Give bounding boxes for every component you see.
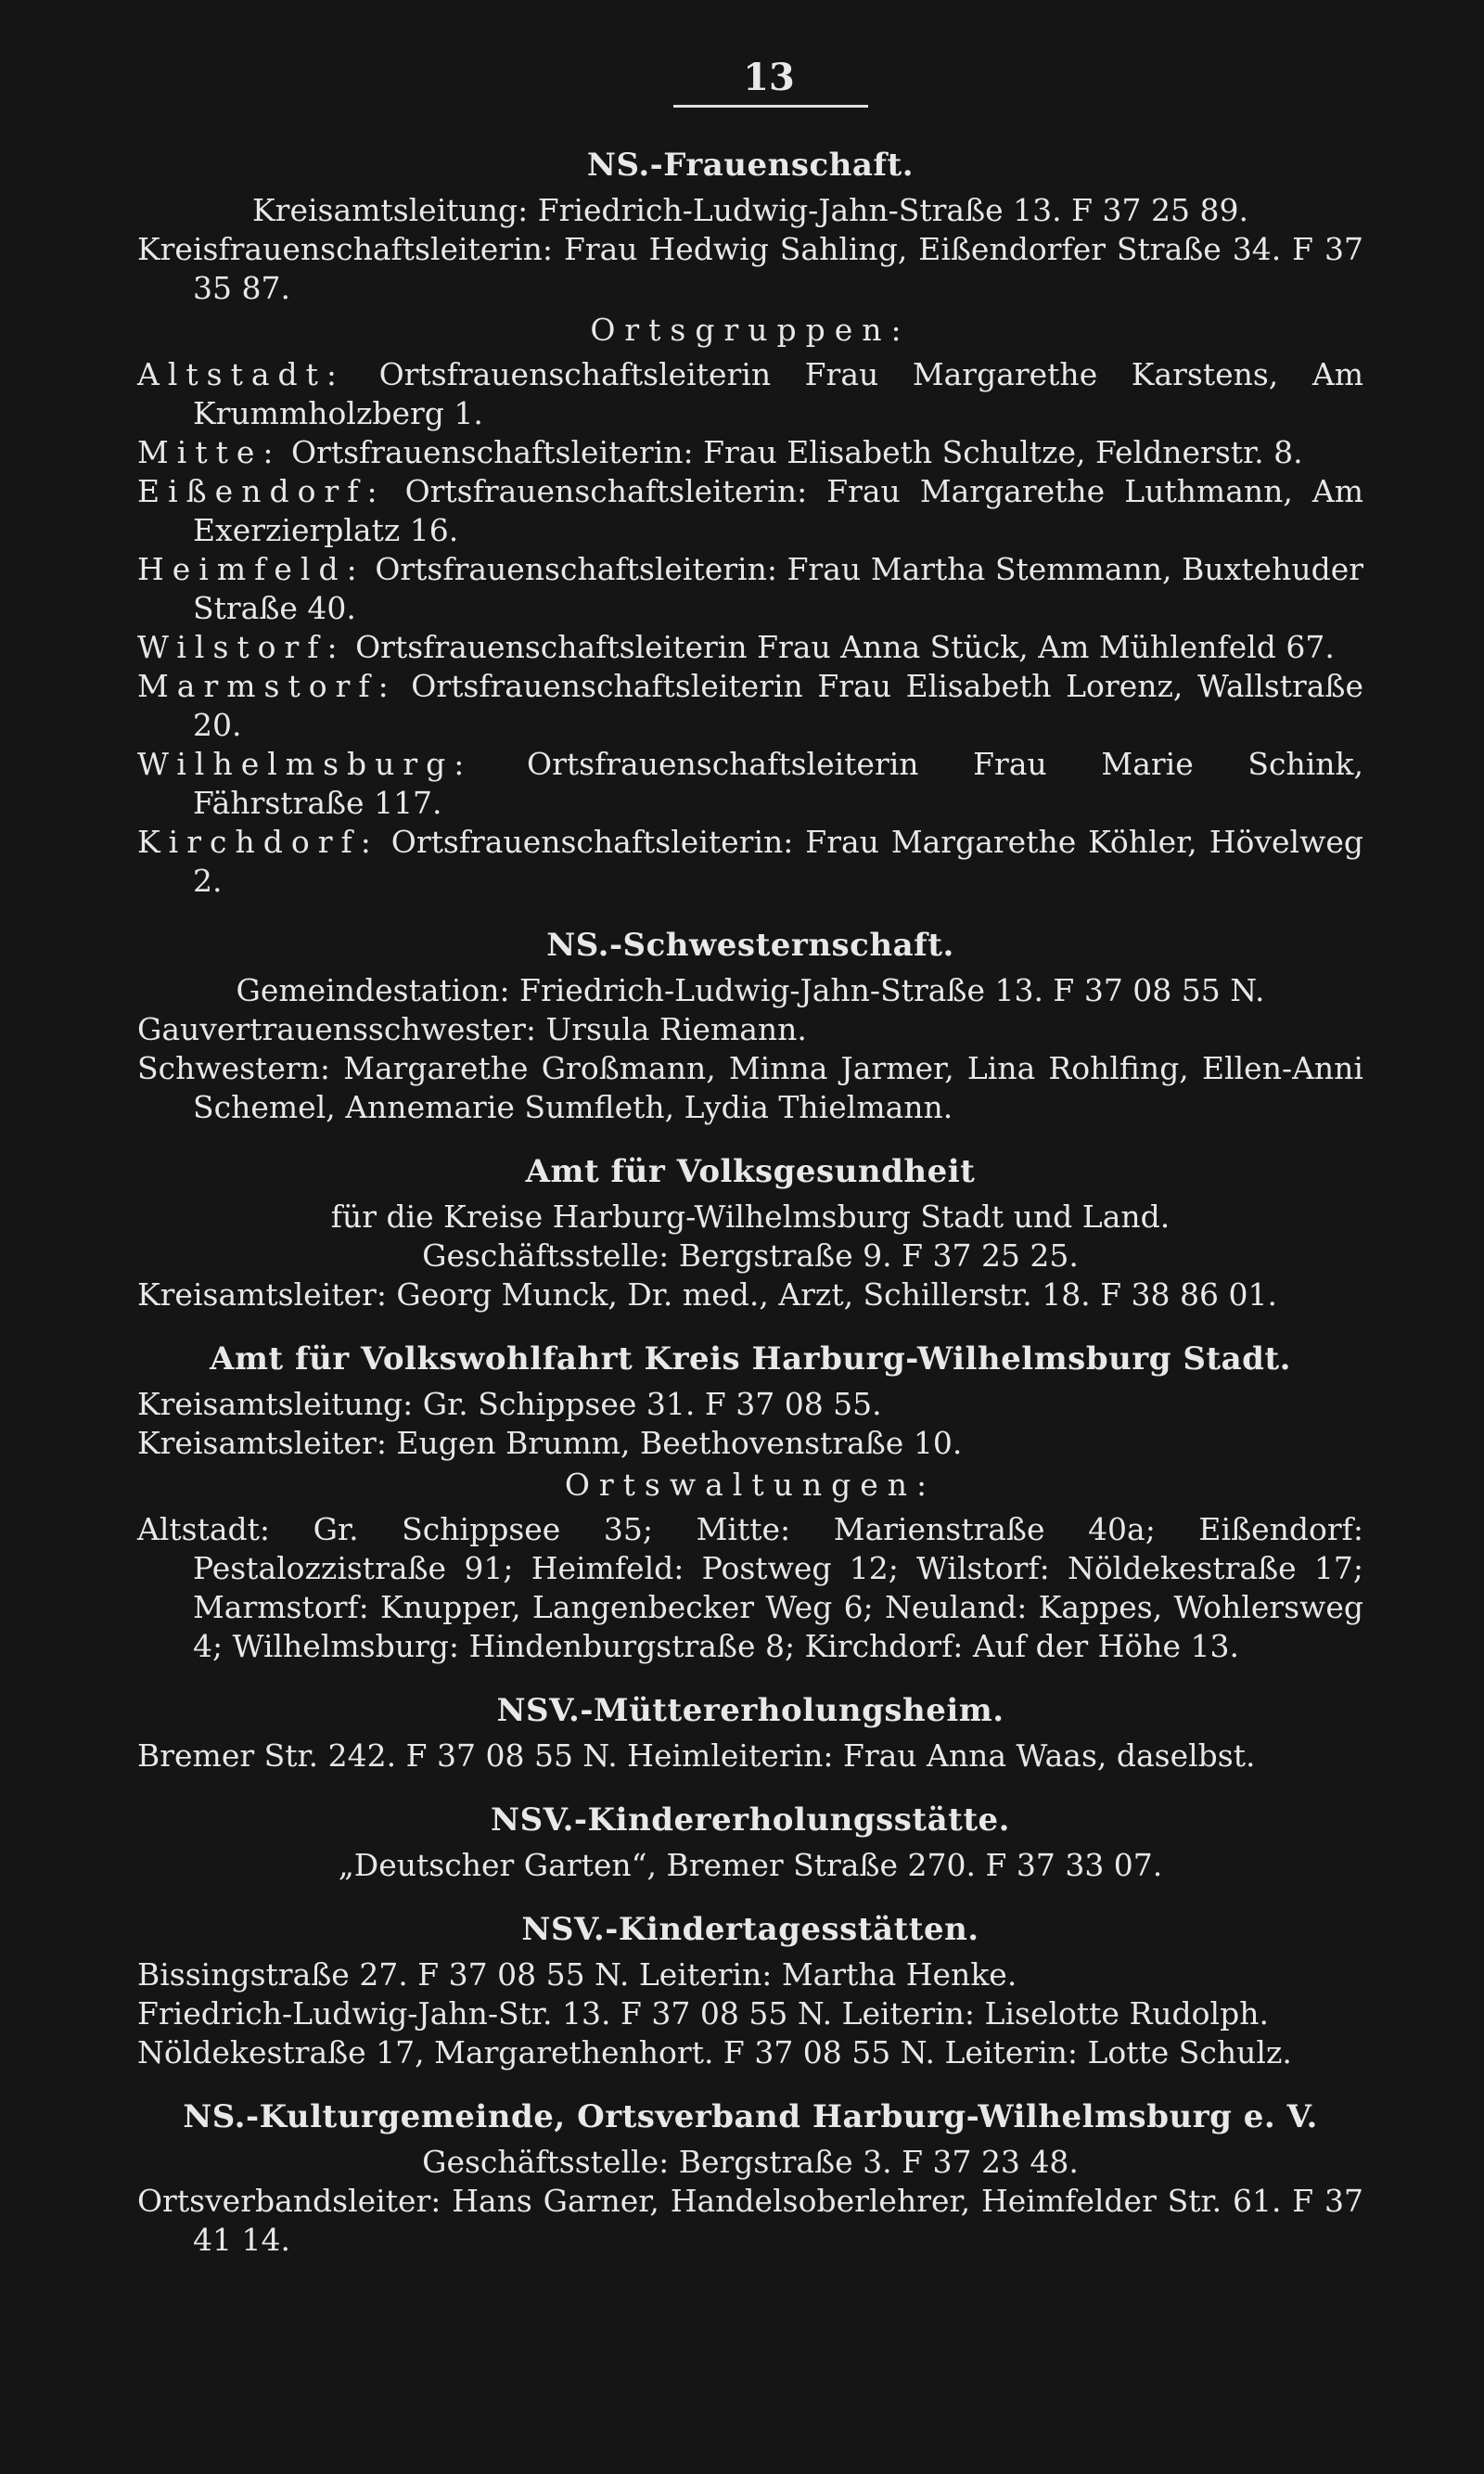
ortswaltungen-text: Altstadt: Gr. Schippsee 35; Mitte: Marienstraße 40a; Eißendorf: Pestalozzistraße 91; Heimfeld: Postweg 12; Wilstorf: Nöldekestraße 17; Marmstorf: Knupper, Langenbecker Weg 6; Neuland: Kappes, Wohlersweg 4; Wilhelmsburg: Hindenburgstraße 8; Kirchdorf: Auf der Höhe 13. bbox=[137, 1511, 1363, 1664]
kreisamtsleiter-line: Kreisamtsleiter: Eugen Brumm, Beethovenstraße 10. bbox=[137, 1425, 963, 1461]
entry-text: Ortsfrauenschaftsleiterin Frau Marie Schink, Fährstraße 117. bbox=[193, 746, 1363, 821]
entry-text: Ortsfrauenschaftsleiterin Frau Elisabeth Lorenz, Wallstraße 20. bbox=[193, 668, 1363, 743]
gauvertrauensschwester-line: Gauvertrauensschwester: Ursula Riemann. bbox=[137, 1011, 807, 1047]
page-number: 13 bbox=[743, 56, 795, 99]
place-name: Altstadt: bbox=[137, 356, 346, 392]
place-name: Mitte: bbox=[137, 434, 282, 470]
schwestern-line: Schwestern: Margarethe Großmann, Minna Jarmer, Lina Rohlfing, Ellen-Anni Schemel, Annemarie Sumfleth, Lydia Thielmann. bbox=[137, 1050, 1363, 1125]
list-item bbox=[137, 667, 1363, 745]
section-kindertagesstaetten bbox=[137, 1911, 1363, 2072]
section-volkswohlfahrt bbox=[137, 1340, 1363, 1666]
entry-text: Ortsfrauenschaftsleiterin: Frau Martha Stemmann, Buxtehuder Straße 40. bbox=[193, 551, 1363, 626]
place-name: Kirchdorf: bbox=[137, 824, 379, 860]
place-name: Wilstorf: bbox=[137, 629, 346, 665]
list-item bbox=[137, 745, 1363, 823]
kreisfrauenschaftsleiterin-line: Kreisfrauenschaftsleiterin: Frau Hedwig Sahling, Eißendorfer Straße 34. F 37 35 87. bbox=[137, 231, 1363, 306]
kreisamtsleitung-line: Kreisamtsleitung: Gr. Schippsee 31. F 37 08 55. bbox=[137, 1386, 882, 1422]
kita-line: Friedrich-Ludwig-Jahn-Str. 13. F 37 08 55 N. Leiterin: Liselotte Rudolph. bbox=[137, 1995, 1269, 2032]
place-name: Marmstorf: bbox=[137, 668, 397, 704]
entry-text: Ortsfrauenschaftsleiterin: Frau Margarethe Köhler, Hövelweg 2. bbox=[193, 824, 1363, 899]
section-volksgesundheit bbox=[137, 1153, 1363, 1314]
list-item bbox=[137, 628, 1363, 667]
list-item bbox=[137, 433, 1363, 472]
kita-line: Bissingstraße 27. F 37 08 55 N. Leiterin: Martha Henke. bbox=[137, 1956, 1017, 1993]
page-number-rule bbox=[673, 105, 868, 108]
ortsgruppen-subtitle: Ortsgruppen: bbox=[590, 312, 911, 348]
geschaeftsstelle-line: Geschäftsstelle: Bergstraße 3. F 37 23 48. bbox=[422, 2144, 1079, 2180]
section-kulturgemeinde bbox=[137, 2098, 1363, 2260]
place-name: Heimfeld: bbox=[137, 551, 365, 587]
entry-text: Ortsfrauenschaftsleiterin: Frau Elisabeth Schultze, Feldnerstr. 8. bbox=[281, 434, 1303, 470]
ortsgruppen-list bbox=[137, 355, 1363, 901]
geschaeftsstelle-line: Geschäftsstelle: Bergstraße 9. F 37 25 25. bbox=[422, 1237, 1079, 1274]
garten-line: „Deutscher Garten“, Bremer Straße 270. F 37 33 07. bbox=[338, 1847, 1163, 1883]
ortsverbandsleiter-line: Ortsverbandsleiter: Hans Garner, Handelsoberlehrer, Heimfelder Str. 61. F 37 41 14. bbox=[137, 2183, 1363, 2258]
gemeindestation-line: Gemeindestation: Friedrich-Ludwig-Jahn-Straße 13. F 37 08 55 N. bbox=[236, 972, 1265, 1008]
section-title: Amt für Volksgesundheit bbox=[525, 1153, 976, 1190]
section-title: NSV.-Müttererholungsheim. bbox=[496, 1692, 1004, 1729]
list-item bbox=[137, 472, 1363, 550]
place-name: Eißendorf: bbox=[137, 473, 386, 509]
entry-text: Ortsfrauenschaftsleiterin Frau Margarethe Karstens, Am Krummholzberg 1. bbox=[193, 356, 1363, 431]
ortswaltungen-subtitle: Ortswaltungen: bbox=[564, 1467, 937, 1503]
section-kindererholungsstaette bbox=[137, 1801, 1363, 1885]
kita-line: Nöldekestraße 17, Margarethenhort. F 37 08 55 N. Leiterin: Lotte Schulz. bbox=[137, 2034, 1292, 2070]
section-title: NS.-Kulturgemeinde, Ortsverband Harburg-Wilhelmsburg e. V. bbox=[183, 2098, 1318, 2135]
kreise-line: für die Kreise Harburg-Wilhelmsburg Stadt und Land. bbox=[330, 1199, 1171, 1235]
section-title: NS.-Frauenschaft. bbox=[586, 147, 915, 184]
section-frauenschaft bbox=[137, 147, 1363, 901]
section-title: Amt für Volkswohlfahrt Kreis Harburg-Wilhelmsburg Stadt. bbox=[210, 1340, 1291, 1378]
section-muettererholungsheim bbox=[137, 1692, 1363, 1775]
kreisamtsleitung-line: Kreisamtsleitung: Friedrich-Ludwig-Jahn-Straße 13. F 37 25 89. bbox=[252, 192, 1248, 228]
entry-text: Ortsfrauenschaftsleiterin: Frau Margarethe Luthmann, Am Exerzierplatz 16. bbox=[193, 473, 1363, 548]
kreisamtsleiter-line: Kreisamtsleiter: Georg Munck, Dr. med., Arzt, Schillerstr. 18. F 38 86 01. bbox=[137, 1276, 1277, 1313]
heim-line: Bremer Str. 242. F 37 08 55 N. Heimleiterin: Frau Anna Waas, daselbst. bbox=[137, 1737, 1256, 1774]
list-item bbox=[137, 355, 1363, 433]
section-title: NSV.-Kindertagesstätten. bbox=[521, 1911, 979, 1948]
list-item bbox=[137, 823, 1363, 901]
place-name: Wilhelmsburg: bbox=[137, 746, 473, 782]
entry-text: Ortsfrauenschaftsleiterin Frau Anna Stück, Am Mühlenfeld 67. bbox=[345, 629, 1335, 665]
section-title: NS.-Schwesternschaft. bbox=[546, 927, 954, 964]
section-title: NSV.-Kindererholungsstätte. bbox=[491, 1801, 1010, 1839]
section-schwesternschaft bbox=[137, 927, 1363, 1127]
list-item bbox=[137, 550, 1363, 628]
